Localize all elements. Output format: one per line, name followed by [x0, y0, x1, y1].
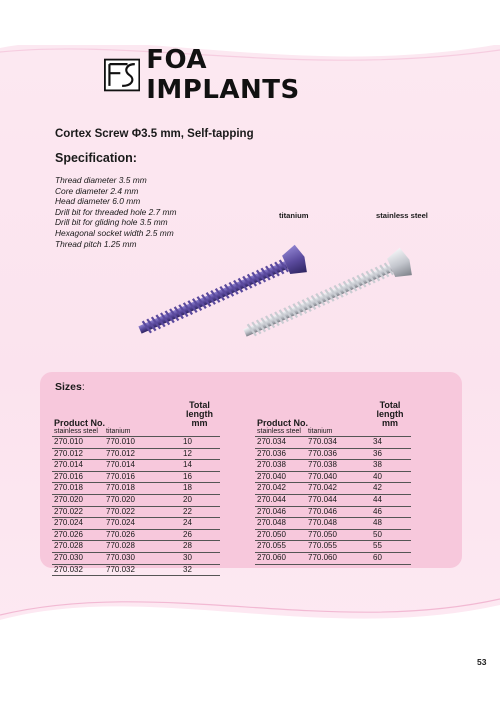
total-length-value: 36 [369, 448, 411, 460]
titanium-product-no: 770.046 [306, 506, 369, 518]
titanium-product-no: 770.028 [104, 541, 179, 553]
sizes-heading-text: Sizes [55, 381, 82, 393]
total-length-header [179, 401, 220, 419]
total-length-header [369, 401, 411, 419]
stainless-steel-product-no: 270.010 [52, 437, 104, 449]
table-row [52, 518, 220, 530]
stainless-steel-product-no: 270.024 [52, 518, 104, 530]
titanium-label: titanium [279, 211, 309, 220]
stainless-steel-product-no: 270.026 [52, 529, 104, 541]
table-row [52, 564, 220, 576]
total-length-value: 48 [369, 518, 411, 530]
table-row [52, 552, 220, 564]
stainless-steel-label: stainless steel [376, 211, 428, 220]
total-length-value: 26 [179, 529, 220, 541]
table-row [52, 529, 220, 541]
sizes-table-right [255, 401, 411, 565]
table-row [52, 437, 220, 449]
table-row [255, 529, 411, 541]
stainless-steel-product-no: 270.014 [52, 460, 104, 472]
sizes-heading [55, 381, 85, 393]
stainless-steel-product-no: 270.016 [52, 471, 104, 483]
stainless-steel-column-header: stainless steel [52, 428, 104, 437]
total-length-value: 24 [179, 518, 220, 530]
stainless-steel-product-no: 270.034 [255, 437, 306, 449]
titanium-product-no: 770.036 [306, 448, 369, 460]
titanium-product-no: 770.040 [306, 471, 369, 483]
stainless-steel-product-no: 270.038 [255, 460, 306, 472]
sizes-table-left [52, 401, 220, 576]
spec-item: Thread diameter 3.5 mm [55, 175, 147, 185]
bottom-wave-decoration [0, 575, 500, 650]
spec-item: Core diameter 2.4 mm [55, 185, 139, 196]
product-no-header: Product No. [54, 418, 105, 428]
total-length-value: 22 [179, 506, 220, 518]
sizes-heading-colon: : [81, 381, 85, 393]
total-length-header-line2: length [186, 409, 213, 419]
page-number: 53 [477, 657, 487, 667]
stainless-steel-product-no: 270.020 [52, 494, 104, 506]
table-row [255, 541, 411, 553]
specification-heading: Specification: [55, 151, 137, 165]
total-length-value: 60 [369, 552, 411, 564]
titanium-product-no: 770.034 [306, 437, 369, 449]
total-length-value: 16 [179, 471, 220, 483]
brand-logo [104, 44, 349, 105]
stainless-steel-column-header: stainless steel [255, 428, 306, 437]
titanium-product-no: 770.020 [104, 494, 179, 506]
spec-item: Head diameter 6.0 mm [55, 196, 141, 207]
stainless-steel-product-no: 270.032 [52, 564, 104, 576]
unit-header: mm [191, 418, 208, 428]
titanium-product-no: 770.018 [104, 483, 179, 495]
titanium-product-no: 770.010 [104, 437, 179, 449]
product-title: Cortex Screw Φ3.5 mm, Self-tapping [55, 128, 254, 140]
stainless-steel-product-no: 270.030 [52, 552, 104, 564]
titanium-product-no: 770.032 [104, 564, 179, 576]
table-row [52, 506, 220, 518]
total-length-value: 44 [369, 494, 411, 506]
stainless-steel-product-no: 270.040 [255, 471, 306, 483]
table-row [52, 541, 220, 553]
titanium-product-no: 770.044 [306, 494, 369, 506]
titanium-product-no: 770.014 [104, 460, 179, 472]
total-length-value: 10 [179, 437, 220, 449]
total-length-value: 50 [369, 529, 411, 541]
total-length-value: 32 [179, 564, 220, 576]
spec-item: Drill bit for gliding hole 3.5 mm [55, 217, 168, 228]
spec-item: Hexagonal socket width 2.5 mm [55, 227, 174, 238]
screw-product-images [120, 215, 440, 345]
titanium-product-no: 770.050 [306, 529, 369, 541]
titanium-screw-image [134, 243, 311, 344]
table-row [255, 483, 411, 495]
total-length-value: 42 [369, 483, 411, 495]
titanium-column-header: titanium [306, 428, 369, 437]
stainless-steel-product-no: 270.042 [255, 483, 306, 495]
titanium-product-no: 770.055 [306, 541, 369, 553]
table-row [255, 518, 411, 530]
stainless-steel-product-no: 270.036 [255, 448, 306, 460]
sizes-table-left-body [52, 437, 220, 576]
stainless-steel-product-no: 270.022 [52, 506, 104, 518]
total-length-header-line1: Total [189, 400, 210, 410]
brand-name: FOA IMPLANTS [146, 44, 300, 105]
total-length-value: 34 [369, 437, 411, 449]
table-row [255, 448, 411, 460]
titanium-column-header: titanium [104, 428, 179, 437]
total-length-value: 20 [179, 494, 220, 506]
length-column-spacer [179, 428, 220, 437]
length-column-spacer [369, 428, 411, 437]
table-row [255, 494, 411, 506]
table-row [255, 506, 411, 518]
titanium-product-no: 770.048 [306, 518, 369, 530]
total-length-header-line1: Total [379, 400, 401, 410]
table-row [52, 471, 220, 483]
total-length-value: 28 [179, 541, 220, 553]
product-no-header: Product No. [257, 418, 308, 428]
stainless-steel-product-no: 270.050 [255, 529, 306, 541]
total-length-value: 18 [179, 483, 220, 495]
titanium-product-no: 770.024 [104, 518, 179, 530]
titanium-product-no: 770.038 [306, 460, 369, 472]
titanium-product-no: 770.012 [104, 448, 179, 460]
stainless-steel-product-no: 270.046 [255, 506, 306, 518]
table-row [255, 552, 411, 564]
total-length-value: 40 [369, 471, 411, 483]
total-length-value: 55 [369, 541, 411, 553]
total-length-value: 30 [179, 552, 220, 564]
sizes-table-right-body [255, 437, 411, 565]
brand-logo-mark [104, 57, 140, 93]
stainless-steel-product-no: 270.012 [52, 448, 104, 460]
stainless-steel-product-no: 270.048 [255, 518, 306, 530]
total-length-value: 38 [369, 460, 411, 472]
total-length-header-line2: length [376, 409, 404, 419]
titanium-product-no: 770.026 [104, 529, 179, 541]
table-row [255, 460, 411, 472]
spec-item: Thread pitch 1.25 mm [55, 238, 137, 249]
total-length-value: 12 [179, 448, 220, 460]
titanium-product-no: 770.030 [104, 552, 179, 564]
titanium-product-no: 770.042 [306, 483, 369, 495]
stainless-steel-product-no: 270.028 [52, 541, 104, 553]
table-row [52, 483, 220, 495]
unit-header: mm [381, 418, 398, 428]
stainless-steel-product-no: 270.055 [255, 541, 306, 553]
table-row [255, 437, 411, 449]
stainless-steel-product-no: 270.060 [255, 552, 306, 564]
table-row [52, 494, 220, 506]
stainless-steel-product-no: 270.044 [255, 494, 306, 506]
titanium-product-no: 770.060 [306, 552, 369, 564]
spec-item: Drill bit for threaded hole 2.7 mm [55, 206, 177, 217]
table-row [52, 448, 220, 460]
titanium-product-no: 770.016 [104, 471, 179, 483]
total-length-value: 46 [369, 506, 411, 518]
stainless-steel-product-no: 270.018 [52, 483, 104, 495]
stainless-screw-image [239, 246, 416, 345]
table-row [52, 460, 220, 472]
table-row [255, 471, 411, 483]
total-length-value: 14 [179, 460, 220, 472]
titanium-product-no: 770.022 [104, 506, 179, 518]
